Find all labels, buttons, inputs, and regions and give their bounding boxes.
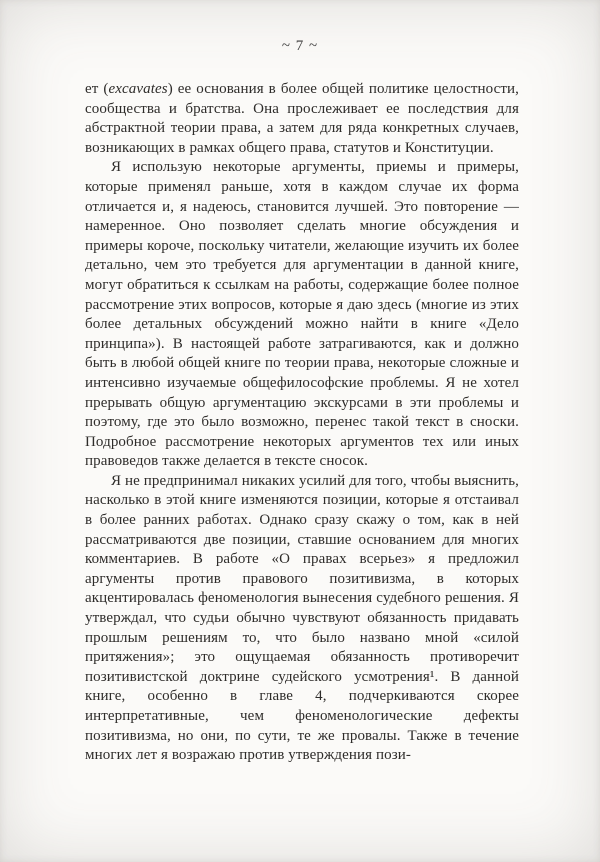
paragraph-text: ) ее основания в более общей политике целостности, сообщества и братства. Она прослеживает ее последствия для абстрактной теории права, а затем для ряда конкретных случаев, возникающих в рамках общего права, статутов и Конституции. xyxy=(85,81,519,156)
page-text-block xyxy=(85,80,519,766)
paragraph-continuation xyxy=(85,80,519,158)
latin-term-italic: excavates xyxy=(108,81,168,97)
paragraph: Я использую некоторые аргументы, приемы и примеры, которые применял раньше, хотя в каждом случае их форма отличается и, я надеюсь, становится лучшей. Это повторение — намеренное. Оно позволяет сделать многие обсуждения и примеры короче, поскольку читатели, желающие изучить их более детально, чем это требуется для аргументации в данной книге, могут обратиться к ссылкам на работы, содержащие более полное рассмотрение этих вопросов, которые я даю здесь (многие из этих более детальных обсуждений можно найти в книге «Дело принципа»). В настоящей работе затрагиваются, как и должно быть в любой общей книге по теории права, некоторые сложные и интенсивно изучаемые общефилософские проблемы. Я не хотел прерывать общую аргументацию экскурсами в эти проблемы и поэтому, где это было возможно, перенес такой текст в сноски. Подробное рассмотрение некоторых аргументов тех или иных правоведов также делается в тексте сносок. xyxy=(85,159,519,470)
paragraph: Я не предпринимал никаких усилий для того, чтобы выяснить, насколько в этой книге изменяются позиции, которые я отстаивал в более ранних работах. Однако сразу скажу о том, как в ней рассматриваются две позиции, ставшие основанием для многих комментариев. В работе «О правах всерьез» я предложил аргументы против правового позитивизма, в которых акцентировалась феноменология вынесения судебного решения. Я утверждал, что судьи обычно чувствуют обязанность придавать прошлым решениям то, что было названо мной «силой притяжения»; это ощущаемая обязанность противоречит позитивистской доктрине судейского усмотрения¹. В данной книге, особенно в главе 4, подчеркиваются скорее интерпретативные, чем феноменологические дефекты позитивизма, но они, по сути, те же провалы. Также в течение многих лет я возражаю против утверждения пози- xyxy=(85,472,519,764)
paragraph-text: ет ( xyxy=(85,81,109,97)
page-number: ~ 7 ~ xyxy=(281,38,319,54)
